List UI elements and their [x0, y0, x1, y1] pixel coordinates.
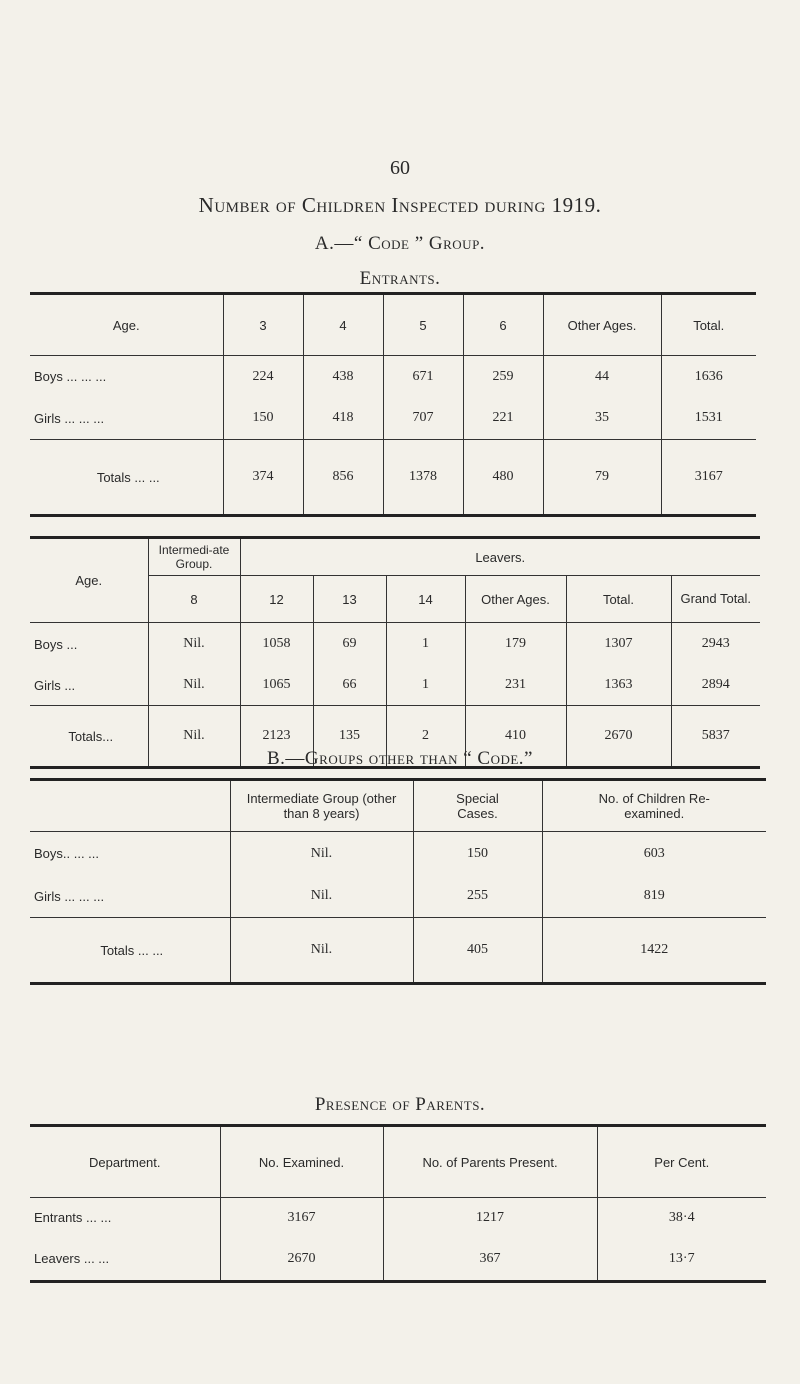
row-label: Boys ... ... ... — [34, 369, 107, 385]
cell: 374 — [223, 440, 303, 516]
row-label: Leavers ... ... — [34, 1251, 110, 1267]
cell: 44 — [543, 356, 661, 398]
row-label: Totals ... ... — [96, 469, 160, 485]
section-a-heading: A.—“ Code ” Group. — [314, 233, 486, 254]
cell: Nil. — [148, 706, 240, 768]
cell: 69 — [313, 623, 386, 666]
row-label: Boys ... — [34, 636, 78, 652]
cell: 150 — [223, 398, 303, 440]
table-row — [30, 1238, 766, 1282]
cell: 2943 — [671, 623, 760, 666]
cell: 179 — [465, 623, 566, 666]
cell: 603 — [542, 832, 766, 876]
cell: 2123 — [240, 706, 313, 768]
leavers-header-8: 8 — [148, 576, 240, 623]
cell: 259 — [463, 356, 543, 398]
cell: 819 — [542, 876, 766, 918]
entrants-header-4: 4 — [303, 294, 383, 356]
cell: 3167 — [220, 1198, 383, 1238]
cell: 3167 — [661, 440, 756, 516]
cell: 2670 — [220, 1238, 383, 1282]
table-row — [30, 876, 766, 918]
entrants-header-6: 6 — [463, 294, 543, 356]
table-row — [30, 398, 756, 440]
cell: 1058 — [240, 623, 313, 666]
cell: 66 — [313, 666, 386, 706]
cell: 1363 — [566, 666, 671, 706]
groups-header-intermediate: Intermediate Group (other than 8 years) — [230, 780, 413, 832]
cell: 405 — [413, 918, 542, 984]
presence-header-department: Department. — [88, 1154, 161, 1170]
row-label: Entrants ... ... — [34, 1210, 112, 1226]
cell: Nil. — [148, 623, 240, 666]
cell: 410 — [465, 706, 566, 768]
presence-header-percent: Per Cent. — [597, 1126, 766, 1198]
table-row — [30, 1198, 766, 1238]
cell: 1422 — [542, 918, 766, 984]
cell: Nil. — [148, 666, 240, 706]
table-row — [30, 832, 766, 876]
table-row — [30, 666, 760, 706]
cell: 150 — [413, 832, 542, 876]
cell: 79 — [543, 440, 661, 516]
cell: 255 — [413, 876, 542, 918]
cell: 221 — [463, 398, 543, 440]
row-label: Totals ... ... — [100, 942, 164, 958]
presence-header-parents: No. of Parents Present. — [383, 1126, 597, 1198]
cell: 671 — [383, 356, 463, 398]
cell: 38·4 — [597, 1198, 766, 1238]
cell: 1307 — [566, 623, 671, 666]
cell: 5837 — [671, 706, 760, 768]
leavers-header-other: Other Ages. — [465, 576, 566, 623]
leavers-header-14: 14 — [386, 576, 465, 623]
cell: 2894 — [671, 666, 760, 706]
cell: 1378 — [383, 440, 463, 516]
page-title: Number of Children Inspected during 1919. — [198, 193, 602, 217]
leavers-header-intermediate: Intermedi-ate Group. — [148, 538, 240, 576]
cell: 480 — [463, 440, 543, 516]
cell: 1636 — [661, 356, 756, 398]
entrants-heading: Entrants. — [359, 268, 441, 289]
entrants-header-total: Total. — [661, 294, 756, 356]
cell: 35 — [543, 398, 661, 440]
leavers-table — [30, 536, 760, 769]
page-number: 60 — [390, 157, 410, 179]
presence-heading: Presence of Parents. — [314, 1094, 486, 1115]
row-label: Girls ... ... ... — [34, 888, 105, 904]
cell: 224 — [223, 356, 303, 398]
cell: 1531 — [661, 398, 756, 440]
row-label: Boys.. ... ... — [34, 846, 100, 862]
cell: 231 — [465, 666, 566, 706]
entrants-header-age: Age. — [112, 317, 140, 333]
cell: 707 — [383, 398, 463, 440]
cell: 13·7 — [597, 1238, 766, 1282]
section-b-heading: B.—Groups other than “ Code.” — [267, 748, 533, 769]
cell: 418 — [303, 398, 383, 440]
presence-header-examined: No. Examined. — [220, 1126, 383, 1198]
cell: 135 — [313, 706, 386, 768]
table-row — [30, 623, 760, 666]
cell: 1217 — [383, 1198, 597, 1238]
entrants-table — [30, 292, 756, 517]
leavers-header-13: 13 — [313, 576, 386, 623]
row-label: Girls ... — [34, 677, 76, 693]
entrants-header-5: 5 — [383, 294, 463, 356]
cell: 438 — [303, 356, 383, 398]
groups-header-special: Special Cases. — [413, 780, 542, 832]
cell: Nil. — [230, 876, 413, 918]
groups-header-reexamined: No. of Children Re-examined. — [542, 780, 766, 832]
cell: Nil. — [230, 832, 413, 876]
groups-header-blank — [30, 780, 230, 832]
table-row — [30, 918, 766, 984]
cell: Nil. — [230, 918, 413, 984]
leavers-header-grand-total: Grand Total. — [671, 576, 760, 623]
entrants-header-3: 3 — [223, 294, 303, 356]
cell: 1 — [386, 666, 465, 706]
cell: 367 — [383, 1238, 597, 1282]
cell: 1065 — [240, 666, 313, 706]
table-row — [30, 356, 756, 398]
leavers-header-leavers: Leavers. — [240, 538, 760, 576]
cell: 2 — [386, 706, 465, 768]
leavers-header-age: Age. — [75, 573, 103, 588]
leavers-header-12: 12 — [240, 576, 313, 623]
groups-other-table — [30, 778, 766, 985]
row-label: Totals... — [68, 728, 114, 744]
cell: 856 — [303, 440, 383, 516]
presence-table — [30, 1124, 766, 1283]
table-row — [30, 440, 756, 516]
cell: 2670 — [566, 706, 671, 768]
leavers-header-total: Total. — [566, 576, 671, 623]
row-label: Girls ... ... ... — [34, 410, 105, 426]
entrants-header-other: Other Ages. — [543, 294, 661, 356]
cell: 1 — [386, 623, 465, 666]
